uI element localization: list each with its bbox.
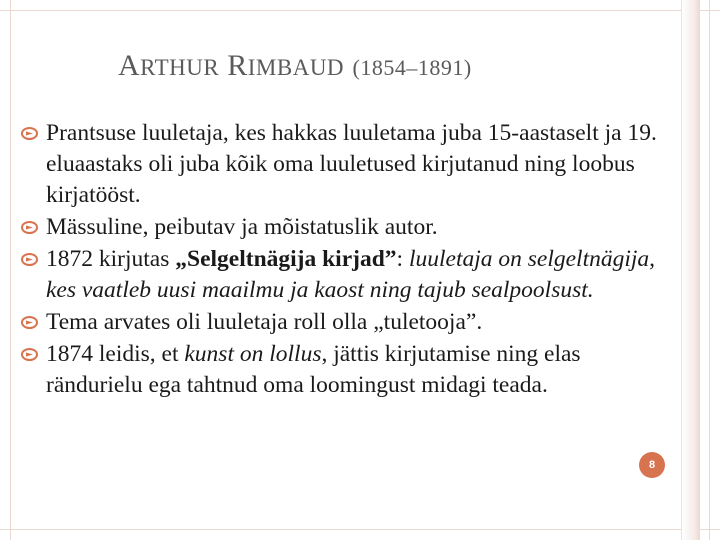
bullet-text (46, 214, 438, 240)
page-fold-shadow (682, 0, 700, 540)
bullet-item (21, 307, 661, 338)
oval-bullet-with-arrow-icon (21, 348, 38, 361)
frame-right-line (709, 0, 710, 540)
bullet-text (46, 246, 655, 303)
title-dates: (1854–1891) (352, 55, 472, 80)
bullet-text-run: 1874 leidis, et (46, 341, 185, 367)
bullet-item (21, 244, 661, 306)
bullet-text (46, 120, 657, 208)
bullet-text-run: Tema arvates oli luuletaja roll olla „tuletooja”. (46, 309, 483, 335)
frame-left-line (10, 0, 11, 540)
bullet-text-run: : (396, 246, 409, 272)
bullet-text-run: luuletaja on selgeltnägija, kes vaatleb uusi maailmu ja kaost ning tajub sealpoolsust. (46, 246, 656, 303)
bullet-item (21, 339, 661, 401)
bullet-text-run: Prantsuse luuletaja, kes hakkas luuletama juba 15-aastaselt ja 19. eluaastaks oli juba kõik oma luuletused kirjutanud ning loobus kirjatööst. (46, 120, 657, 208)
bullet-text-run: kunst on lollus (184, 341, 322, 367)
oval-bullet-with-arrow-icon (21, 316, 38, 329)
bullet-text-run: , jättis kirjutamise ning elas rändurielu ega tahtnud oma loomingust midagi teada. (46, 341, 581, 398)
slide-title (118, 46, 472, 83)
oval-bullet-with-arrow-icon (21, 127, 38, 140)
oval-bullet-with-arrow-icon (21, 221, 38, 234)
title-name: ARTHUR RIMBAUD (118, 49, 345, 82)
bullet-text (46, 341, 581, 398)
frame-top-line (0, 10, 720, 11)
bullet-text-run: 1872 kirjutas (46, 246, 176, 272)
bullet-text-run: Mässuline, peibutav ja mõistatuslik autor. (46, 214, 438, 240)
oval-bullet-with-arrow-icon (21, 253, 38, 266)
frame-bottom-line (0, 529, 720, 530)
bullet-item (21, 118, 661, 211)
bullet-text (46, 309, 482, 335)
bullet-text-run: „Selgeltnägija kirjad” (175, 246, 397, 272)
page-number-badge: 8 (639, 452, 665, 478)
bullet-item (21, 212, 661, 243)
bullet-list (21, 118, 661, 402)
